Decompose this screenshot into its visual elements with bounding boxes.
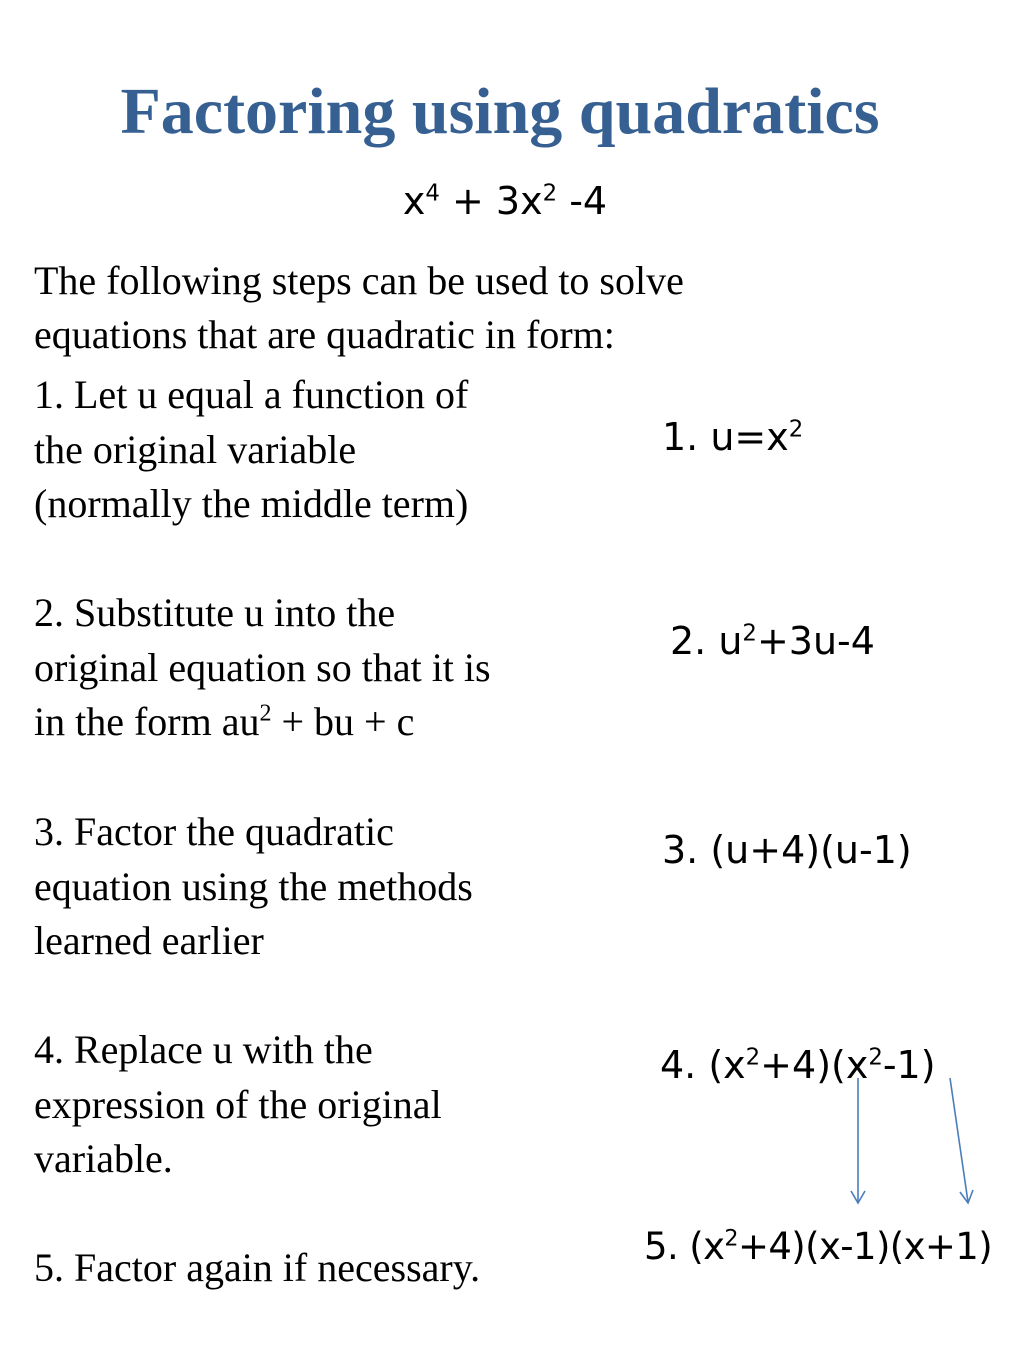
answer-2: 2. $u^2+3u-4$ xyxy=(670,619,875,663)
step-1: 1. Let u equal a function of the original variable (normally the middle term) xyxy=(34,372,469,526)
step-2: 2. Substitute u into the original equation so that it is in the form $au^2$ + bu + c xyxy=(34,590,491,744)
answer-5: 5. $(x^2+4)(x-1)(x+1)$ xyxy=(644,1225,993,1268)
intro-text: The following steps can be used to solve equations that are quadratic in form: xyxy=(34,258,684,357)
step-3: 3. Factor the quadratic equation using the methods learned earlier xyxy=(34,809,473,963)
page-title: Factoring using quadratics xyxy=(120,75,880,148)
step-5: 5. Factor again if necessary. xyxy=(34,1245,481,1290)
main-expression: $x^4 + 3x^2$ -4 xyxy=(402,179,608,223)
answer-1: 1. $u=x^2$ xyxy=(662,415,804,459)
answer-4: 4. $(x^2+4)(x^2-1)$ xyxy=(660,1043,936,1087)
arrow-left xyxy=(851,1078,865,1203)
answer-3: 3. (u+4)(u-1) xyxy=(662,828,912,872)
step-4: 4. Replace u with the expression of the original variable. xyxy=(34,1027,442,1181)
arrow-right xyxy=(950,1078,973,1203)
